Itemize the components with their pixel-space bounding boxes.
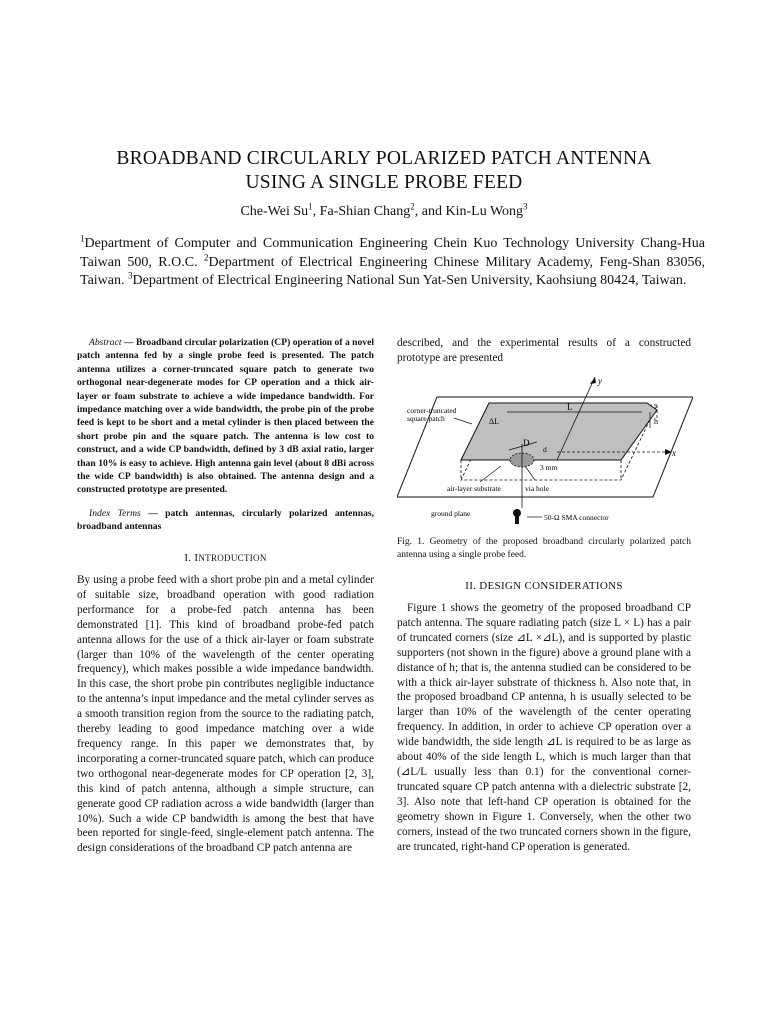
affil-sup-3: 3 bbox=[128, 270, 133, 281]
affil-1: Department of Computer and Communication Engineering Chein Kuo Technology University Chang-Hua Taiwan 500, R.O.C. bbox=[80, 236, 705, 270]
author-list bbox=[40, 201, 728, 220]
section-1-heading-num: I. I bbox=[184, 552, 199, 564]
abstract bbox=[77, 336, 374, 497]
index-terms bbox=[77, 507, 374, 534]
index-terms-text: patch antennas, circularly polarized antennas, broadband antennas bbox=[77, 508, 375, 533]
index-terms-dash: — bbox=[140, 508, 166, 519]
abstract-label: Abstract bbox=[89, 337, 122, 348]
abstract-dash: — bbox=[121, 337, 136, 348]
affiliations bbox=[80, 235, 705, 291]
affil-3: Department of Electrical Engineering National Sun Yat-Sen University, Kaohsiung 80424, Taiwan. bbox=[132, 273, 687, 288]
section-2-body: Figure 1 shows the geometry of the proposed broadband CP patch antenna. The square radiating patch (size L × L) has a pair of truncated corners (size ⊿L ×⊿L), and is supported by plastic supporters (not shown in the figure) above a ground plane with a distance of h; that is, the antenna studied can be considered to be with a thick air-layer substrate of thickness h. Also note that, in the proposed broadband CP antenna, h is usually selected to be larger than 10% of the wavelength of the center operating frequency. In addition, in order to achieve CP operation over a wide bandwidth, the side length ⊿L is required to be as large as about 40% of the side length L, which is much larger than that (⊿L/L usually less than 0.1) for the conventional corner-truncated square CP patch antenna with a dielectric substrate [2, 3]. Also note that left-hand CP operation is obtained for the geometry shown in Figure 1. Conversely, when the other two corners, instead of the two truncated corners shown in the figure, are truncated, right-hand CP operation is generated. bbox=[397, 602, 691, 853]
abstract-text: Broadband circular polarization (CP) operation of a novel patch antenna fed by a single probe feed is presented. The patch antenna utilizes a corner-truncated square patch to generate two orthogonal near-degenerate modes for CP operation and a thick air-layer or foam substrate to achieve a wide impedance bandwidth. For impedance matching over a wide bandwidth, the probe pin of the probe feed is kept to be short and a metal cylinder is then placed between the short probe pin and the square patch. The antenna is low cost to construct, and a wide CP bandwidth, defined by 3 dB axial ratio, larger than 10% is easy to achieve. High antenna gain level (about 8 dBi across the wide CP bandwidth) is also obtained. The antenna design and a constructed prototype are presented. bbox=[77, 337, 375, 496]
section-2-heading: II. DESIGN CONSIDERATIONS bbox=[465, 580, 623, 592]
author-1-sup: 1 bbox=[308, 201, 313, 212]
label-via: via hole bbox=[525, 484, 549, 493]
figure-1-antenna-geometry bbox=[397, 372, 693, 532]
author-sep-1: , bbox=[312, 204, 320, 219]
author-sep-2: , and bbox=[414, 204, 446, 219]
label-L: L bbox=[567, 402, 573, 412]
author-2-sup: 2 bbox=[410, 201, 415, 212]
author-3-sup: 3 bbox=[523, 201, 528, 212]
affil-2: Department of Electrical Engineering Chinese Military Academy, Feng-Shan 83056, Taiwan. bbox=[80, 254, 705, 288]
affil-sup-2: 2 bbox=[203, 251, 209, 262]
label-3mm: 3 mm bbox=[540, 463, 558, 472]
section-1-heading-rest: NTRODUCTION bbox=[198, 553, 267, 563]
label-sma: 50-Ω SMA connector bbox=[544, 513, 609, 522]
label-dL: ΔL bbox=[489, 417, 500, 426]
section-1-heading bbox=[77, 552, 374, 564]
title-line-2: USING A SINGLE PROBE FEED bbox=[245, 172, 523, 193]
label-d: d bbox=[543, 445, 547, 454]
paper-title bbox=[40, 147, 728, 195]
square-patch-shape bbox=[461, 403, 657, 460]
label-D: D bbox=[523, 438, 530, 448]
label-patch-1: corner-truncated bbox=[407, 406, 457, 415]
label-air: air-layer substrate bbox=[447, 484, 501, 493]
section-1-body: By using a probe feed with a short probe pin and a metal cylinder of suitable size, broadband operation with good radiation performance for a probe-fed patch antenna has been demonstrated [1]. This kind of broadband probe-fed patch antenna allows for the use of a thick air-layer or foam substrate (larger than 10% of the wavelength of the center operating frequency), which makes possible a wide impedance bandwidth. In this case, the short probe pin contributes negligible inductance to the antenna’s input impedance and the metal cylinder serves as a smooth transition region from the source to the radiating patch, thereby leading to good impedance matching over a wide frequency range. In this paper we demonstrates that, by incorporating a corner-truncated square patch, which can produce two orthogonal near-degenerate modes for CP operation [2, 3], this kind of patch antenna, although a simple structure, can generate good CP radiation across a wide bandwidth (larger than 10%). Such a wide CP bandwidth is among the best that have been reported for single-feed, single-element patch antenna. The design considerations of the broadband CP patch antenna are bbox=[77, 574, 374, 855]
label-x: x bbox=[672, 448, 676, 458]
author-1: Che-Wei Su bbox=[240, 204, 309, 219]
figure-1-caption: Fig. 1. Geometry of the proposed broadband circularly polarized patch antenna using a single probe feed. bbox=[397, 537, 691, 560]
sma-connector-shape bbox=[513, 509, 521, 517]
label-patch-2: square patch bbox=[407, 414, 445, 423]
label-h: h bbox=[654, 417, 658, 426]
author-3: Kin-Lu Wong bbox=[445, 204, 524, 219]
section-1-continuation: described, and the experimental results of a constructed prototype are presented bbox=[397, 337, 691, 364]
title-line-1: BROADBAND CIRCULARLY POLARIZED PATCH ANTENNA bbox=[116, 148, 652, 169]
label-ground: ground plane bbox=[431, 509, 471, 518]
index-terms-label: Index Terms bbox=[89, 508, 141, 519]
y-axis-arrow bbox=[590, 377, 596, 384]
sma-pin-shape bbox=[515, 516, 519, 524]
affil-sup-1: 1 bbox=[80, 233, 85, 244]
label-y: y bbox=[598, 376, 602, 386]
author-2: Fa-Shian Chang bbox=[319, 204, 411, 219]
